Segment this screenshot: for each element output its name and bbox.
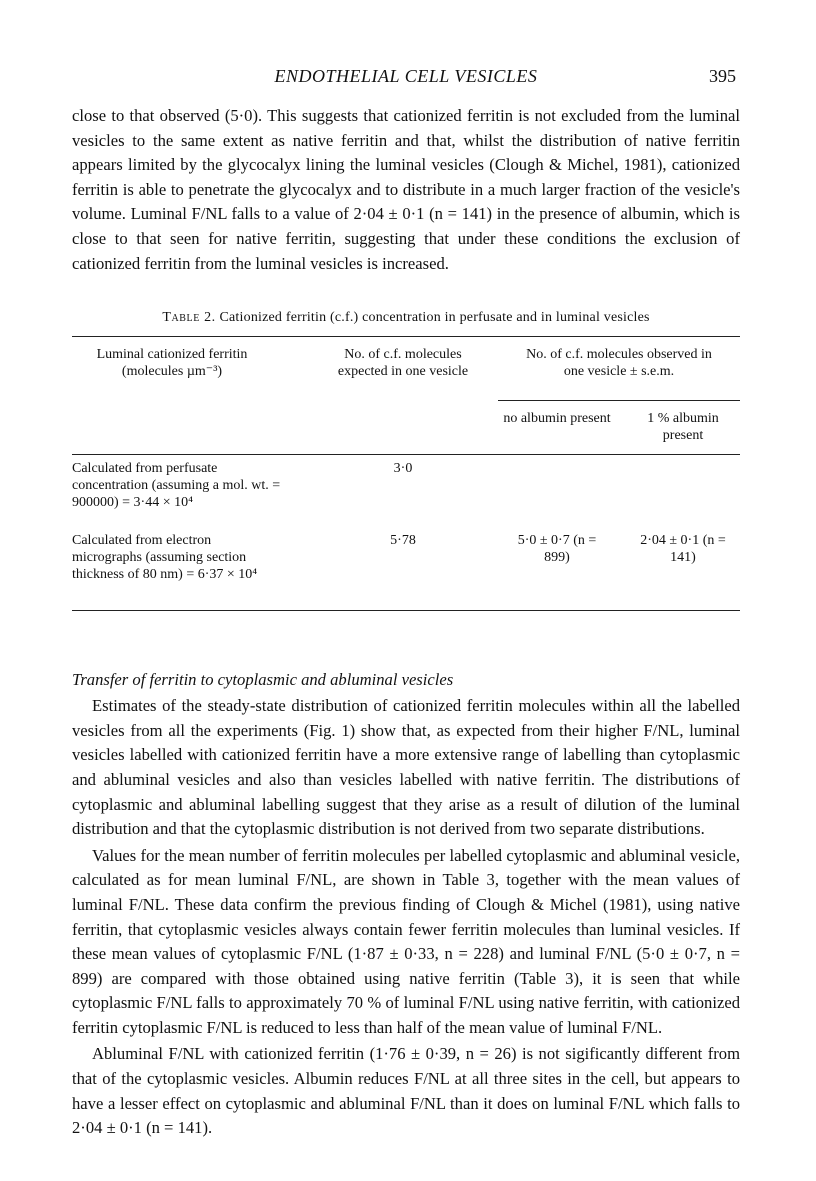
paper-page [72, 66, 740, 1141]
table-caption-text: Cationized ferritin (c.f.) concentration in perfusate and in luminal vesicles [219, 310, 650, 326]
table-bottom-rule [72, 610, 740, 611]
table-subheader-rule [498, 400, 740, 401]
body-paragraph: Estimates of the steady-state distribution of cationized ferritin molecules within all the labelled vesicles from all the experiments (Fig. 1) show that, as expected from their higher F/NL, luminal vesicles labelled with cationized ferritin have a more extensive range of labelling than cytoplasmic and abluminal vesicles and also than vesicles labelled with native ferritin. The distributions of cytoplasmic and abluminal labelling suggest that they arise as a result of dilution of the luminal distribution and that the cytoplasmic distribution is not derived from two separate distributions. [72, 696, 740, 839]
table-header-col3b: 1 % albumin present [647, 411, 719, 444]
body-paragraph: Abluminal F/NL with cationized ferritin (1·76 ± 0·39, n = 26) is not sigificantly different from that of the cytoplasmic vesicles. Albumin reduces F/NL at all three sites in the cell, but appears to have a lesser effect on cytoplasmic and abluminal F/NL than it does on luminal F/NL which falls to 2·04 ± 0·1 (n = 141). [72, 1044, 740, 1138]
table-row-2-expected: 5·78 [390, 533, 416, 549]
table-header-col3: No. of c.f. molecules observed in one vesicle ± s.e.m. [526, 347, 712, 380]
page-number: 395 [709, 66, 736, 86]
body-paragraph: Values for the mean number of ferritin molecules per labelled cytoplasmic and abluminal vesicle, calculated as for mean luminal F/NL, are shown in Table 3, together with the mean values of luminal F/NL. These data confirm the previous finding of Clough & Michel (1981), using native ferritin, that cytoplasmic vesicles always contain fewer ferritin molecules than luminal vesicles. If these mean values of cytoplasmic F/NL (1·87 ± 0·33, n = 228) and luminal F/NL (5·0 ± 0·7, n = 899) are compared with those obtained using native ferritin (Table 3), it is seen that while cytoplasmic F/NL falls to approximately 70 % of luminal F/NL using native ferritin, with cationized ferritin cytoplasmic F/NL is reduced to less than half of the mean value of luminal F/NL. [72, 845, 740, 1037]
table-row-2-albumin: 2·04 ± 0·1 (n = 141) [640, 533, 726, 566]
table-top-rule [72, 336, 740, 337]
running-head [72, 66, 740, 96]
table-header-col1: Luminal cationized ferritin (molecules µm⁻³) [96, 347, 248, 380]
table-row-1-expected: 3·0 [393, 461, 413, 477]
table-label: Table 2. [162, 310, 216, 326]
table-header-col2: No. of c.f. molecules expected in one vesicle [337, 347, 469, 380]
intro-paragraph: close to that observed (5·0). This suggests that cationized ferritin is not excluded from the luminal vesicles to the same extent as native ferritin and that, whilst the distribution of native ferritin appears limited by the glycocalyx lining the luminal vesicles (Clough & Michel, 1981), cationized ferritin is able to penetrate the glycocalyx and to distribute in a much larger fraction of the vesicle's volume. Luminal F/NL falls to a value of 2·04 ± 0·1 (n = 141) in the presence of albumin, which is close to that seen for native ferritin, suggesting that under these conditions the exclusion of cationized ferritin from the luminal vesicles is increased. [72, 106, 740, 273]
table-caption [72, 310, 740, 326]
section-heading: Transfer of ferritin to cytoplasmic and abluminal vesicles [72, 670, 454, 690]
table-row-2-label: Calculated from electron micrographs (assuming section thickness of 80 nm) = 6·37 × 10⁴ [72, 533, 258, 583]
table-header-col3a: no albumin present [503, 411, 611, 427]
table-header-bottom-rule [72, 454, 740, 455]
running-head-title: ENDOTHELIAL CELL VESICLES [274, 66, 538, 86]
table-row-1-label: Calculated from perfusate concentration (assuming a mol. wt. = 900000) = 3·44 × 10⁴ [72, 461, 281, 511]
data-table [72, 336, 740, 618]
table-row-2-no-albumin: 5·0 ± 0·7 (n = 899) [517, 533, 597, 566]
